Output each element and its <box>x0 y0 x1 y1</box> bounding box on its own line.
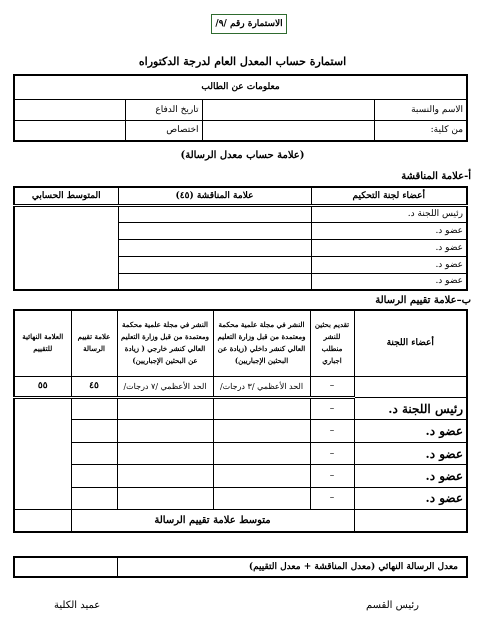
discussion-grade-cell[interactable] <box>118 273 311 290</box>
evaluation-header: علامة تقييم الرسالة <box>71 310 117 376</box>
external-cell[interactable] <box>117 487 213 509</box>
research-dash: – <box>310 487 354 509</box>
name-field[interactable] <box>202 99 374 120</box>
specialty-field[interactable] <box>14 120 125 141</box>
local-publication-header: النشر في مجلة علمية محكمة ومعتمدة من قبل وزارة التعليم العالي كنشر داخلي (زيادة عن البحثين الإجباريين) <box>213 310 310 376</box>
final-average-label: معدل الرسالة النهائي (معدل المناقشة + معدل التقييم) <box>117 557 467 577</box>
final-grade-cell[interactable] <box>14 398 71 510</box>
evaluation-cell[interactable] <box>71 465 117 487</box>
evaluation-cell[interactable] <box>71 487 117 509</box>
evaluation-member: رئيس اللجنة د. <box>354 398 467 420</box>
dean-signature: عميد الكلية <box>54 600 101 611</box>
local-cell[interactable] <box>213 420 310 442</box>
evaluation-cell[interactable] <box>71 420 117 442</box>
external-cell[interactable] <box>117 420 213 442</box>
local-cell[interactable] <box>213 465 310 487</box>
local-cell[interactable] <box>213 398 310 420</box>
max-external: الحد الأعظمي /٧ درجات/ <box>117 376 213 397</box>
committee-member: عضو د. <box>311 256 467 273</box>
max-members-cell <box>354 376 467 397</box>
final-header: العلامة النهائية للتقييم <box>14 310 71 376</box>
defense-date-label: تاريخ الدفاع <box>125 99 202 120</box>
evaluation-cell[interactable] <box>71 442 117 464</box>
department-head-signature: رئيس القسم <box>365 600 419 611</box>
discussion-grade-cell[interactable] <box>118 222 311 239</box>
local-cell[interactable] <box>213 487 310 509</box>
committee-header: أعضاء لجنة التحكيم <box>311 187 467 205</box>
section-a-label: أ-علامة المناقشة <box>401 171 471 182</box>
max-local: الحد الأعظمي /٣ درجات/ <box>213 376 310 397</box>
discussion-grade-header: علامة المناقشة (٤٥) <box>118 187 311 205</box>
research-dash: – <box>310 398 354 420</box>
specialty-label: اختصاص <box>125 120 202 141</box>
faculty-field[interactable] <box>202 120 374 141</box>
discussion-grade-cell[interactable] <box>118 205 311 222</box>
max-final: ٥٥ <box>14 376 71 397</box>
final-average-cell[interactable] <box>14 557 117 577</box>
evaluation-member: عضو د. <box>354 420 467 442</box>
committee-member: عضو د. <box>311 239 467 256</box>
evaluation-member: عضو د. <box>354 465 467 487</box>
student-info-header: معلومات عن الطالب <box>14 75 467 99</box>
final-average-table <box>13 556 468 578</box>
evaluation-member: عضو د. <box>354 442 467 464</box>
external-cell[interactable] <box>117 465 213 487</box>
student-info-table <box>13 74 468 142</box>
max-evaluation: ٤٥ <box>71 376 117 397</box>
form-number: الاستمارة رقم /٩/ <box>211 14 287 34</box>
name-label: الاسم والنسبة <box>374 99 467 120</box>
external-cell[interactable] <box>117 442 213 464</box>
max-research: – <box>310 376 354 397</box>
evaluation-average-label: متوسط علامة تقييم الرسالة <box>71 510 354 532</box>
discussion-grade-table <box>13 186 468 291</box>
research-dash: – <box>310 420 354 442</box>
section-b-label: ب–علامة تقييم الرسالة <box>375 295 471 306</box>
evaluation-member: عضو د. <box>354 487 467 509</box>
research-dash: – <box>310 465 354 487</box>
external-publication-header: النشر في مجلة علمية محكمة ومعتمدة من قبل وزارة التعليم العالي كنشر خارجي ( زيادة عن البحثين الإجباريين) <box>117 310 213 376</box>
defense-date-field[interactable] <box>14 99 125 120</box>
faculty-label: من كلية: <box>374 120 467 141</box>
thesis-evaluation-table <box>13 309 468 533</box>
evaluation-average-cell[interactable] <box>14 510 71 532</box>
discussion-grade-cell[interactable] <box>118 239 311 256</box>
committee-member: عضو د. <box>311 222 467 239</box>
discussion-grade-cell[interactable] <box>118 256 311 273</box>
committee-member: رئيس اللجنة د. <box>311 205 467 222</box>
research-header: تقديم بحثين للنشر منطلب اجباري <box>310 310 354 376</box>
local-cell[interactable] <box>213 442 310 464</box>
evaluation-cell[interactable] <box>71 398 117 420</box>
external-cell[interactable] <box>117 398 213 420</box>
thesis-grade-title: (علامة حساب معدل الرسالة) <box>180 150 305 161</box>
average-cell[interactable] <box>14 205 118 290</box>
research-dash: – <box>310 442 354 464</box>
committee-member: عضو د. <box>311 273 467 290</box>
average-header: المتوسط الحسابي <box>14 187 118 205</box>
page-title: استمارة حساب المعدل العام لدرجة الدكتوراه <box>138 55 347 68</box>
members-header: أعضاء اللجنة <box>354 310 467 376</box>
